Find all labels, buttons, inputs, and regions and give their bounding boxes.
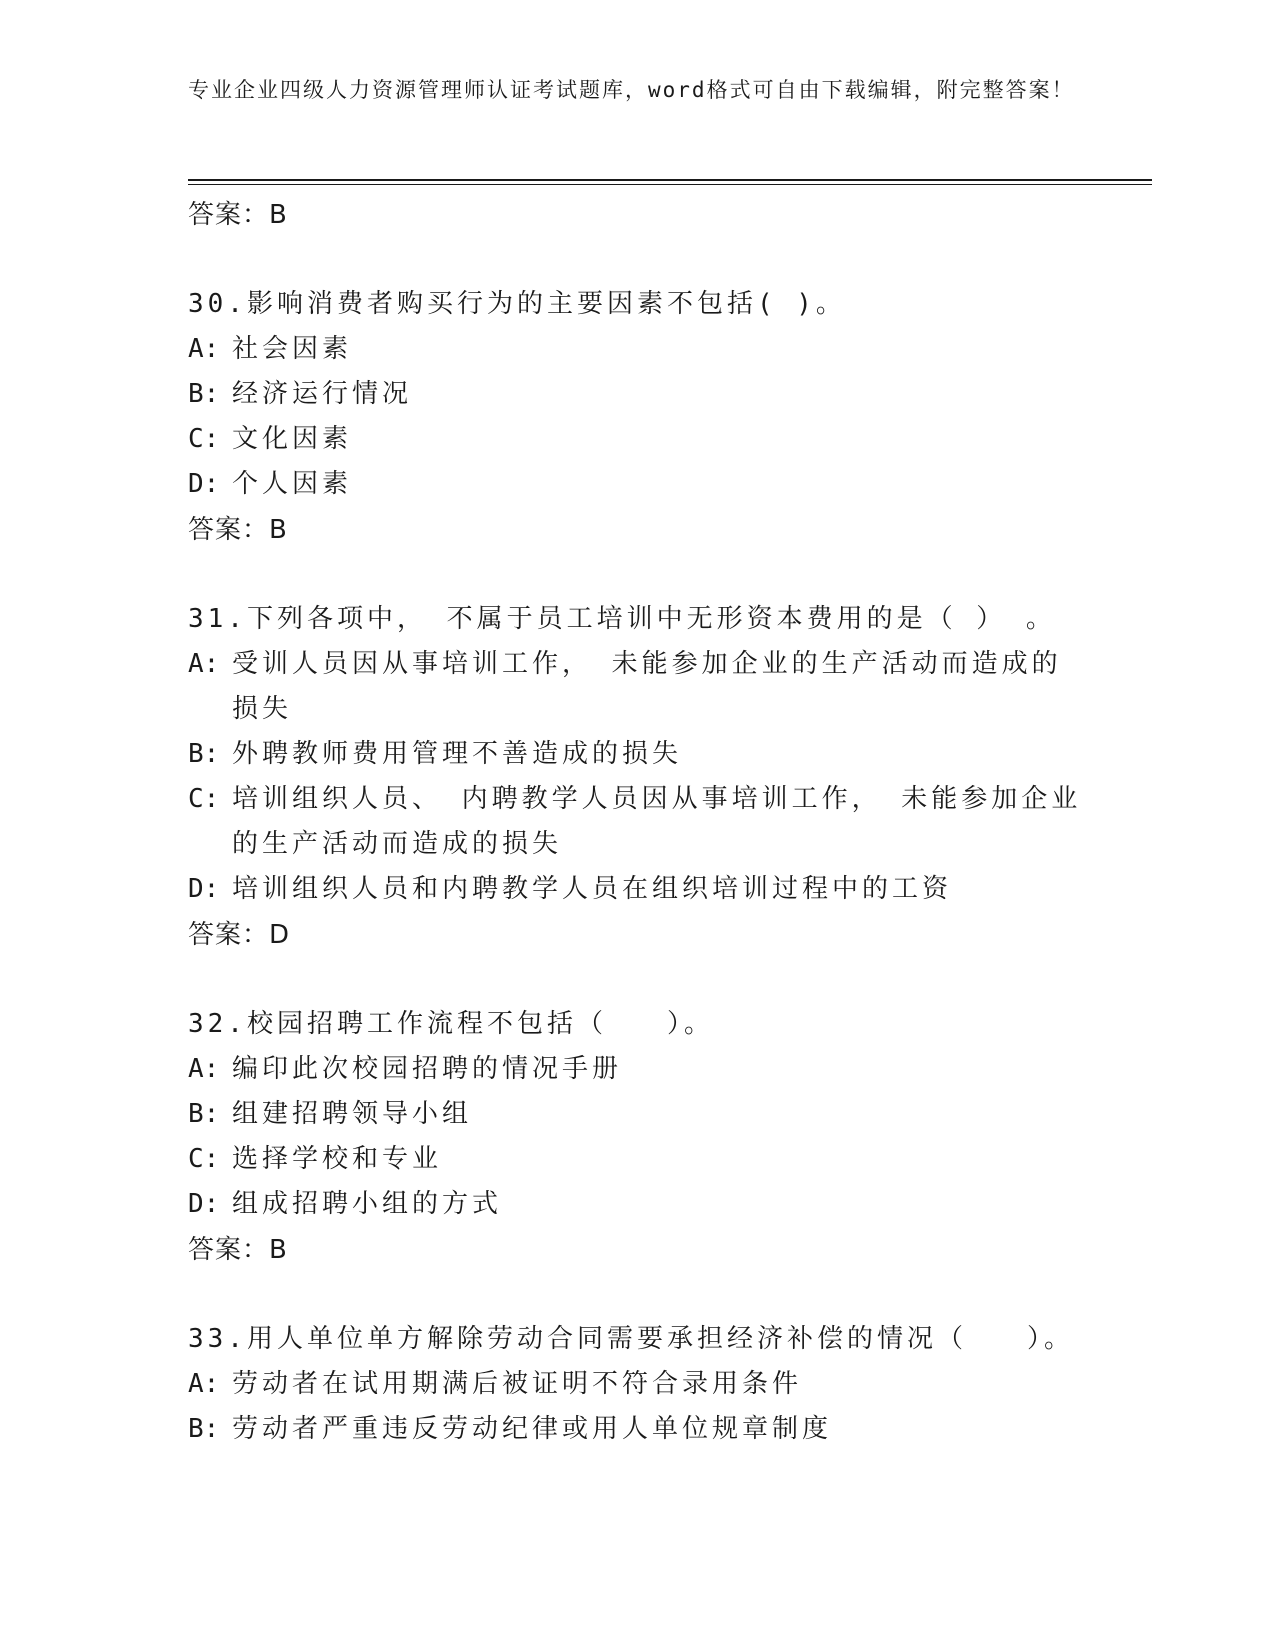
option-a [188,327,1088,372]
answer-line: 答案：B [188,515,288,545]
option-text: 外聘教师费用管理不善造成的损失 [232,739,683,769]
question-block [188,282,1088,553]
option-key: A: [188,1369,220,1399]
option-text: 个人因素 [232,469,353,499]
option-text: 受训人员因从事培训工作， 未能参加企业的生产活动而造成的损失 [232,649,1062,724]
option-a [188,642,1088,732]
option-key: D: [188,1189,220,1219]
header-divider-thick [188,179,1152,181]
option-text: 选择学校和专业 [232,1144,443,1174]
question-stem: 33.用人单位单方解除劳动合同需要承担经济补偿的情况（ ）。 [188,1324,1074,1354]
option-d [188,867,1088,912]
question-block [188,1317,1088,1452]
option-text: 劳动者在试用期满后被证明不符合录用条件 [232,1369,803,1399]
option-key: C: [188,784,220,814]
question-block [188,597,1088,958]
answer-line: 答案：D [188,920,291,950]
question-stem: 32.校园招聘工作流程不包括（ ）。 [188,1009,714,1039]
answer-line: 答案：B [188,200,288,230]
option-text: 社会因素 [232,334,353,364]
question-stem: 31.下列各项中， 不属于员工培训中无形资本费用的是（ ） 。 [188,604,1056,634]
option-text: 组成招聘小组的方式 [232,1189,503,1219]
header-divider-thin [188,184,1152,185]
option-key: C: [188,424,220,454]
option-key: C: [188,1144,220,1174]
option-key: B: [188,379,220,409]
option-text: 培训组织人员、 内聘教学人员因从事培训工作， 未能参加企业的生产活动而造成的损失 [232,784,1082,859]
option-b [188,1407,1088,1452]
option-d [188,1182,1088,1227]
option-text: 文化因素 [232,424,353,454]
option-a [188,1047,1088,1092]
option-c [188,1137,1088,1182]
option-key: A: [188,1054,220,1084]
option-a [188,1362,1088,1407]
option-b [188,732,1088,777]
option-key: B: [188,1414,220,1444]
option-text: 编印此次校园招聘的情况手册 [232,1054,623,1084]
option-key: D: [188,874,220,904]
option-c [188,777,1088,867]
option-key: A: [188,334,220,364]
question-stem: 30.影响消费者购买行为的主要因素不包括( )。 [188,289,846,319]
option-text: 劳动者严重违反劳动纪律或用人单位规章制度 [232,1414,833,1444]
answer-line: 答案：B [188,1235,288,1265]
option-d [188,462,1088,507]
option-text: 经济运行情况 [232,379,413,409]
option-b [188,372,1088,417]
question-list [188,192,1088,1452]
option-b [188,1092,1088,1137]
option-key: B: [188,739,220,769]
option-key: A: [188,649,220,679]
page-header: 专业企业四级人力资源管理师认证考试题库，word格式可自由下载编辑，附完整答案！ [188,78,1075,102]
option-text: 培训组织人员和内聘教学人员在组织培训过程中的工资 [232,874,953,904]
option-c [188,417,1088,462]
option-text: 组建招聘领导小组 [232,1099,473,1129]
question-block [188,1002,1088,1273]
option-key: D: [188,469,220,499]
option-key: B: [188,1099,220,1129]
